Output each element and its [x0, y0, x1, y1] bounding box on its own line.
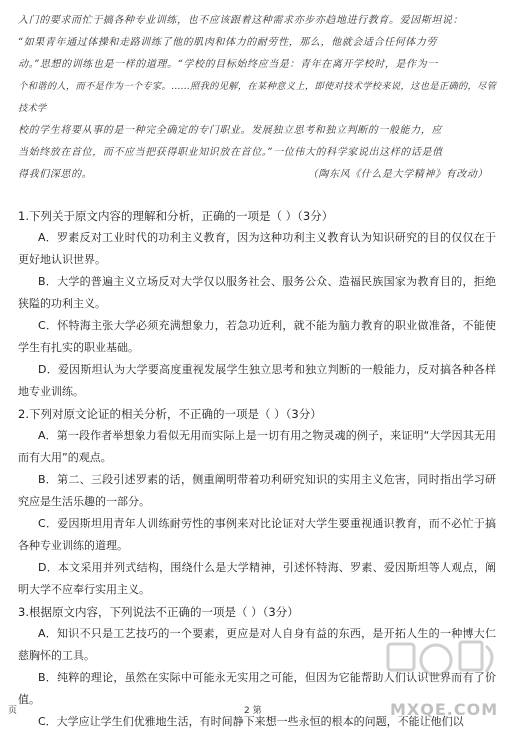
option-a: A．罗素反对工业时代的功利主义教育，因为这种功利主义教育认为知识研究的目的仅仅在于更好地认识世界。	[18, 231, 496, 266]
passage-source: （陶东风《什么是大学精神》有改动）	[307, 169, 488, 180]
reading-passage	[18, 10, 496, 186]
page-footer	[0, 699, 513, 721]
option-b: B．大学的普遍主义立场反对大学仅以服务社会、服务公众、造福民族国家为教育目的，拒绝狭隘的功利主义。	[18, 275, 496, 310]
passage-line: 当始终放在首位，而不应当把获得职业知识放在首位。”一位伟大的科学家说出这样的话是值	[18, 147, 443, 158]
watermark-text: MXQE.COM	[390, 700, 499, 719]
passage-line: 动。”思想的训练也是一样的道理。“学校的目标始终应当是：青年在离开学校时，是作为一	[18, 59, 438, 70]
question-title: 2.下列对原文论证的相关分析，不正确的一项是（ ）（3分）	[18, 407, 322, 421]
option-d: D．本文采用并列式结构，围绕什么是大学精神，引述怀特海、罗素、爱因斯坦等人观点，阐明大学不应奉行实用主义。	[18, 561, 496, 596]
option-d: D．爱因斯坦认为大学要高度重视发展学生独立思考和独立判断的一般能力，反对搞各种各样地专业训练。	[18, 363, 496, 398]
question-title: 1.下列关于原文内容的理解和分析，正确的一项是（ ）（3分）	[18, 209, 334, 223]
option-b: B．第二、三段引述罗素的话，侧重阐明带着功利研究知识的实用主义危害，同时指出学习研究应是生活乐趣的一部分。	[18, 473, 496, 508]
question-title: 3.根据原文内容，下列说法不正确的一项是（ ）（3分）	[18, 605, 299, 619]
footer-page-label: 页	[8, 706, 18, 716]
question-2	[18, 403, 496, 601]
option-c: C．大学应让学生们优雅地生活，有时间静下来想一些永恒的根本的问题，不能让他们以	[38, 715, 464, 728]
page-number: 2 第	[244, 706, 262, 716]
option-a: A．第一段作者举想象力看似无用而实际上是一切有用之物灵魂的例子，来证明“大学因其无用而有大用”的观点。	[18, 429, 496, 464]
option-c: C．怀特海主张大学必须充满想象力，若急功近利，就不能为脑力教育的职业做准备，不能使学生有扎实的职业基础。	[18, 319, 496, 354]
passage-line: 入门的要求而忙于搞各种专业训练，也不应该跟着这种需求亦步亦趋地进行教育。爱因斯坦说：	[18, 15, 464, 26]
option-a: A．知识不只是工艺技巧的一个要素，更应是对人自身有益的东西，是开拓人生的一种博大仁慈胸怀的工具。	[18, 627, 496, 662]
question-1	[18, 205, 496, 403]
passage-line: 得我们深思的。	[18, 169, 93, 180]
option-b: B．纯粹的理论，虽然在实际中可能永无实用之可能，但因为它能帮助人们认识世界而有了价值。	[18, 671, 496, 706]
passage-line: 校的学生将要从事的是一种完全确定的专门职业。发展独立思考和独立判断的一般能力，应	[18, 125, 442, 136]
watermark-stamp-icon	[382, 630, 510, 700]
passage-line: “如果青年通过体操和走路训练了他的肌肉和体力的耐劳性，那么，他就会适合任何体力劳	[18, 37, 438, 48]
option-c: C．爱因斯坦用青年人训练耐劳性的事例来对比论证对大学生要重视通识教育，而不必忙于搞各种专业训练的道理。	[18, 517, 496, 552]
passage-line: 个和谐的人，而不是作为一个专家。……照我的见解，在某种意义上，即使对技术学校来说，这也是正确的，尽管技术学	[18, 81, 496, 114]
